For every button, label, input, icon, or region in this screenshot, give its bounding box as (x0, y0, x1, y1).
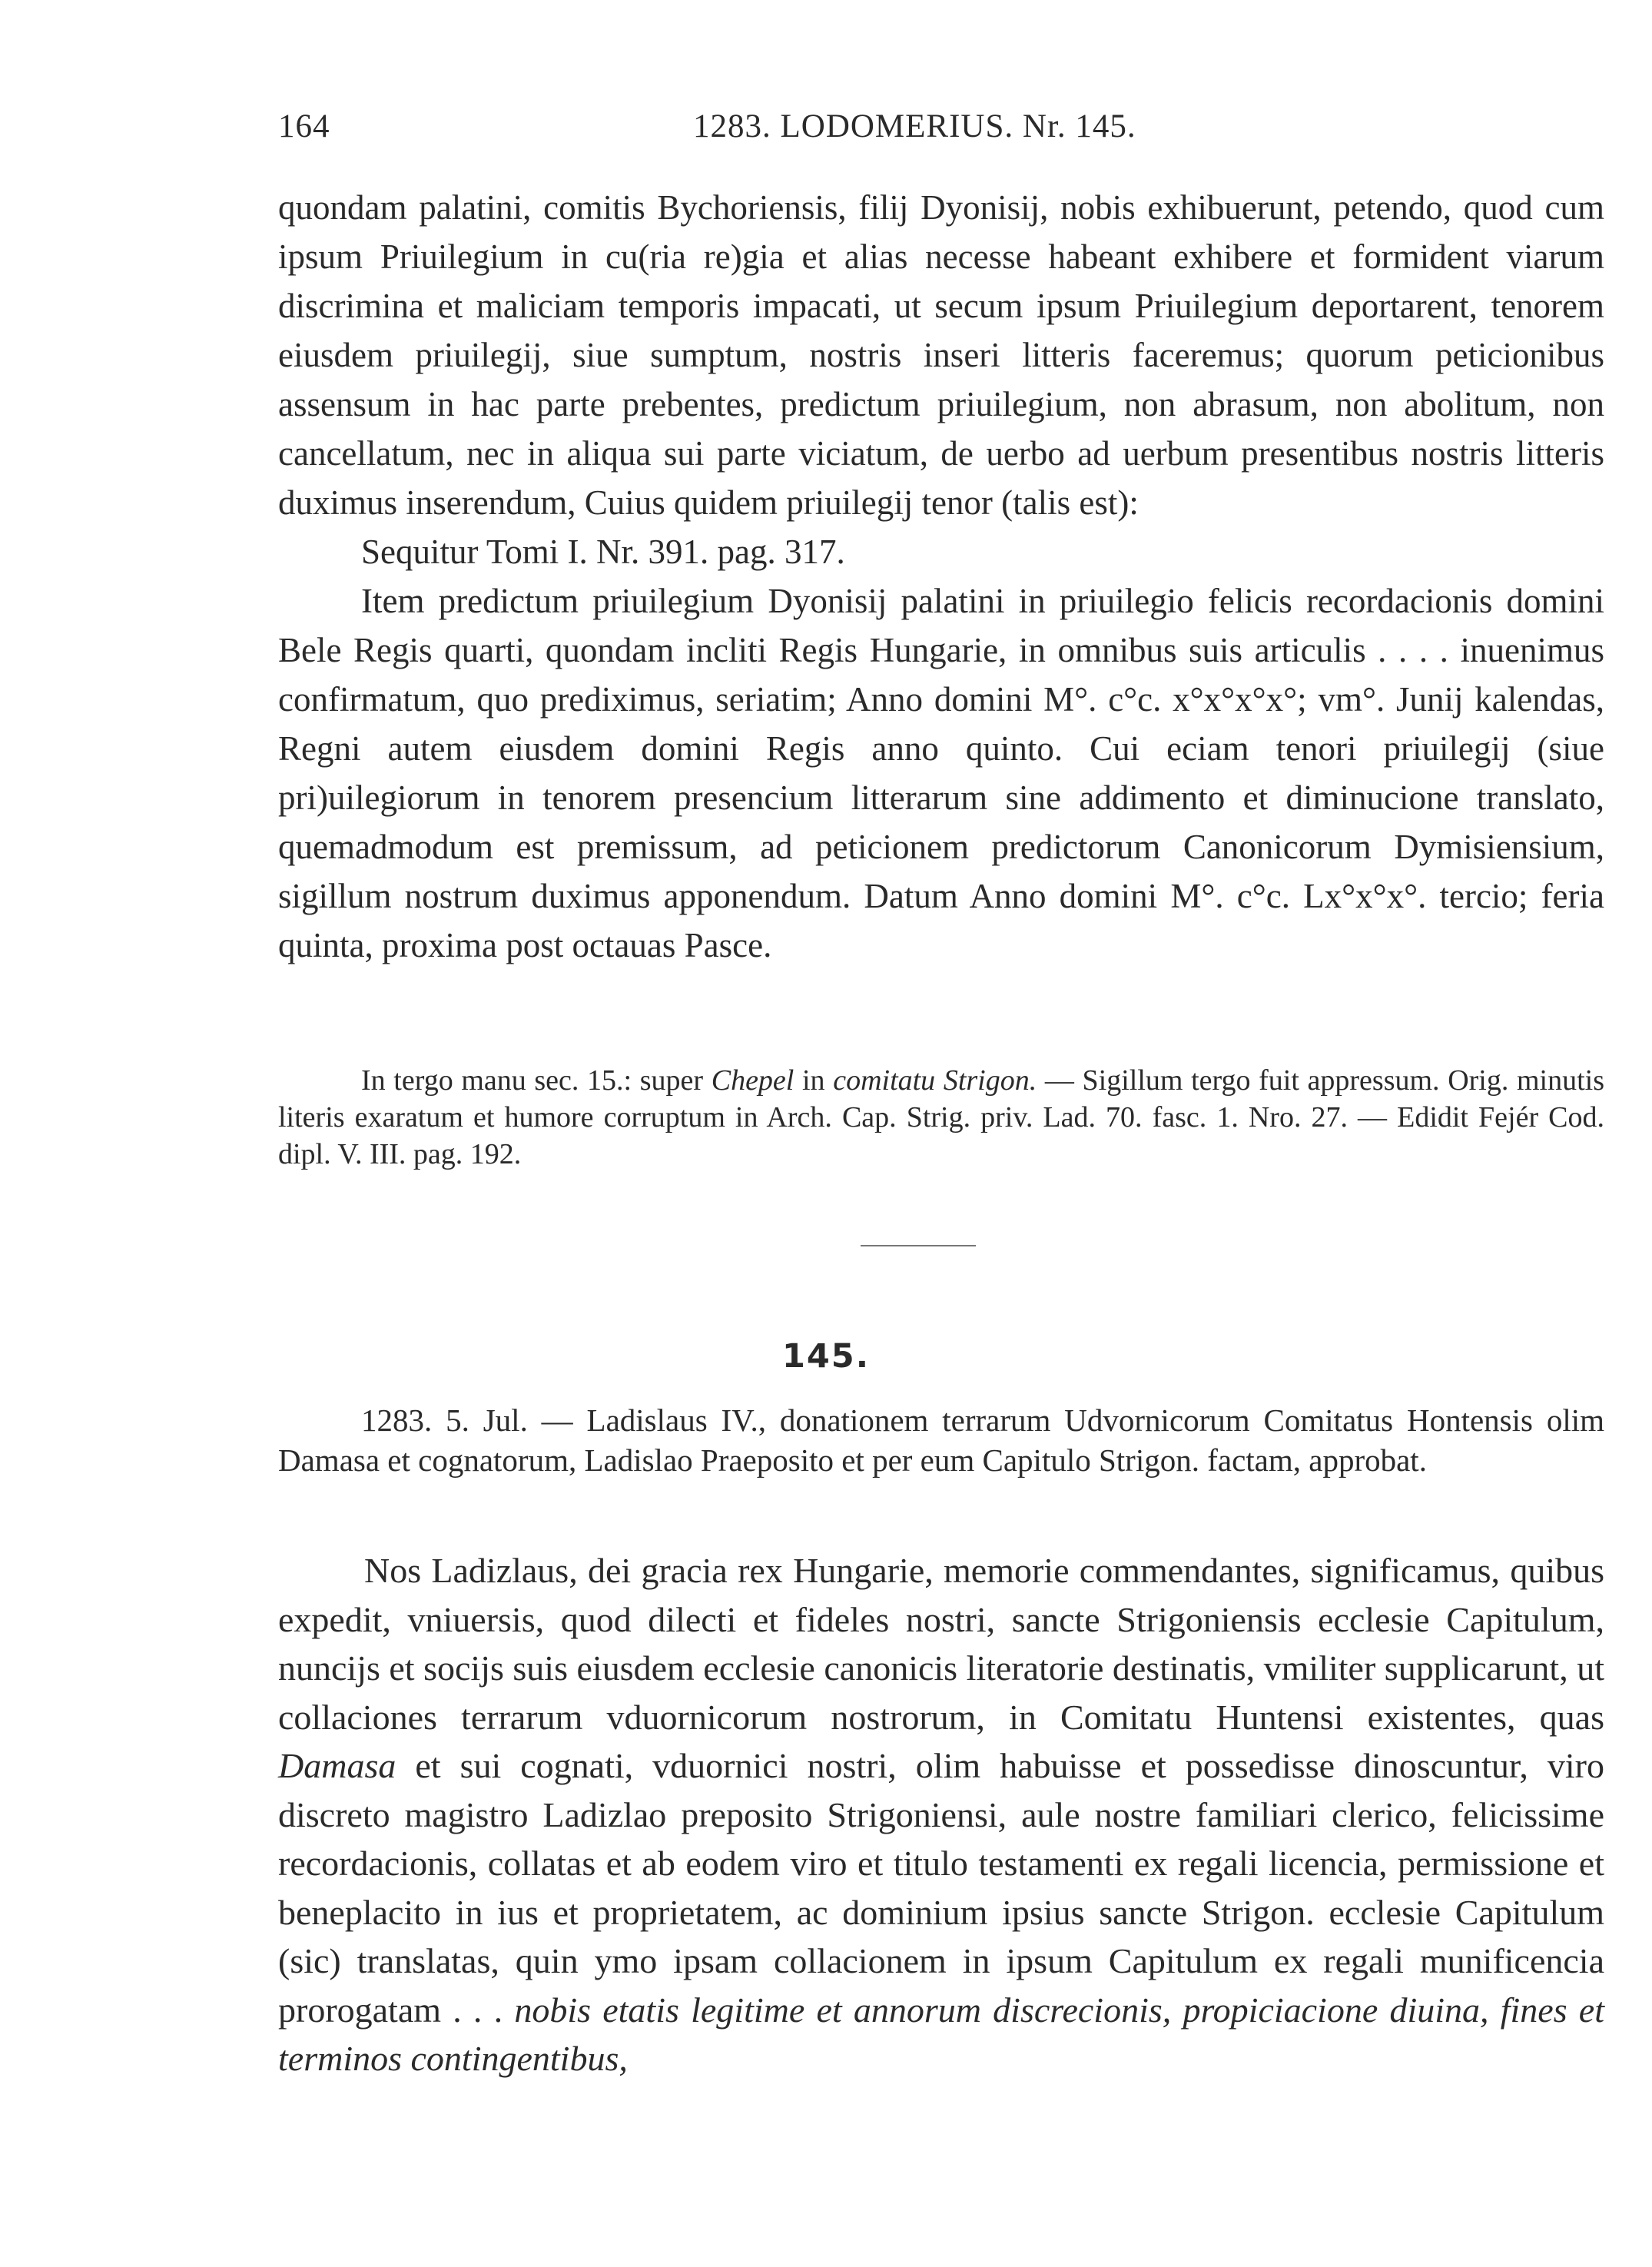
archival-note (278, 1062, 1604, 1173)
section-divider (861, 1245, 976, 1246)
continuation-paragraph: quondam palatini, comitis Bychoriensis, filij Dyonisij, nobis exhibuerunt, petendo, quod cum ipsum Priuilegium in cu(ria re)gia et alias necesse habeant exhibere et formident viarum discrimina et maliciam temporis impacati, ut secum ipsum Priuilegium deportarent, tenorem eiusdem priuilegij, siue sumptum, nostris inseri litteris faceremus; quorum peticionibus assensum in hac parte prebentes, predictum priuilegium, non abrasum, non abolitum, non cancellatum, nec in aliqua sui parte viciatum, de uerbo ad uerbum presentibus nostris litteris duximus inserendum, Cuius quidem priuilegij tenor (talis est): (278, 188, 1604, 522)
charter-italic-ending: nobis etatis legitime et annorum discrecionis, propiciacione diuina, fines et terminos contingentibus, (278, 1990, 1604, 2078)
document-number: 145. (781, 1337, 871, 1376)
charter-text (278, 1546, 1604, 2083)
running-head (278, 108, 1604, 154)
running-head-title: 1283. LODOMERIUS. Nr. 145. (693, 108, 1136, 144)
sequitur-line: Sequitur Tomi I. Nr. 391. pag. 317. (361, 533, 845, 571)
note-prefix: In tergo manu sec. 15.: super (361, 1064, 712, 1097)
charter-italic-damasa: Damasa (278, 1746, 396, 1785)
archival-note-text (278, 1062, 1604, 1173)
note-suffix: — Sigillum tergo fuit appressum. Orig. minutis literis exaratum et humore corruptum in Arch. Cap. Strig. priv. Lad. 70. fasc. 1. Nro. 27. — Edidit Fejér Cod. dipl. V. III. pag. 192. (278, 1064, 1605, 1170)
regest (278, 1400, 1604, 1480)
continuation-text (278, 183, 1604, 970)
charter-text-part-2: et sui cognati, vduornici nostri, olim habuisse et possedisse dinoscuntur, viro discreto magistro Ladizlao preposito Strigoniensi, aule nostre familiari clerico, felicissime recordacionis, collatas et ab eodem viro et titulo testamenti ex regali licencia, permissione et beneplacito in ius et proprietatem, ac dominium ipsius sancte Strigon. ecclesie Capitulum (sic) translatas, quin ymo ipsam collacionem in ipsum Capitulum ex regali munificencia prorogatam . . . (278, 1746, 1604, 2030)
confirmation-paragraph: Item predictum priuilegium Dyonisij palatini in priuilegio felicis recordacionis domini Bele Regis quarti, quondam incliti Regis Hungarie, in omnibus suis articulis . . . . inuenimus confirmatum, quo prediximus, seriatim; Anno domini M°. c°c. x°x°x°x°; vm°. Junij kalendas, Regni autem eiusdem domini Regis anno quinto. Cui eciam tenori priuilegij (siue pri)uilegiorum in tenorem presencium litterarum sine addimento et diminucione translato, quemadmodum est premissum, ad peticionem predictorum Canonicorum Dymisiensium, sigillum nostrum duximus apponendum. Datum Anno domini M°. c°c. Lx°x°x°. tercio; feria quinta, proxima post octauas Pasce. (278, 582, 1604, 964)
page-number: 164 (278, 108, 330, 144)
regest-text: 1283. 5. Jul. — Ladislaus IV., donationem terrarum Udvornicorum Comitatus Hontensis olim Damasa et cognatorum, Ladislao Praeposito et per eum Capitulo Strigon. factam, approbat. (278, 1402, 1604, 1478)
note-mid: in (794, 1064, 834, 1097)
charter-paragraph (278, 1546, 1604, 2083)
note-italic-chepel: Chepel (711, 1064, 794, 1097)
charter-text-part-1: Nos Ladizlaus, dei gracia rex Hungarie, memorie commendantes, significamus, quibus expedit, vniuersis, quod dilecti et fideles nostri, sancte Strigoniensis ecclesie Capitulum, nuncijs et socijs suis eiusdem ecclesie canonicis literatorie destinatis, vmiliter supplicarunt, ut collaciones terrarum vduornicorum nostrorum, in Comitatu Huntensi existentes, quas (278, 1551, 1604, 1737)
note-italic-comitatu: comitatu Strigon. (833, 1064, 1037, 1097)
